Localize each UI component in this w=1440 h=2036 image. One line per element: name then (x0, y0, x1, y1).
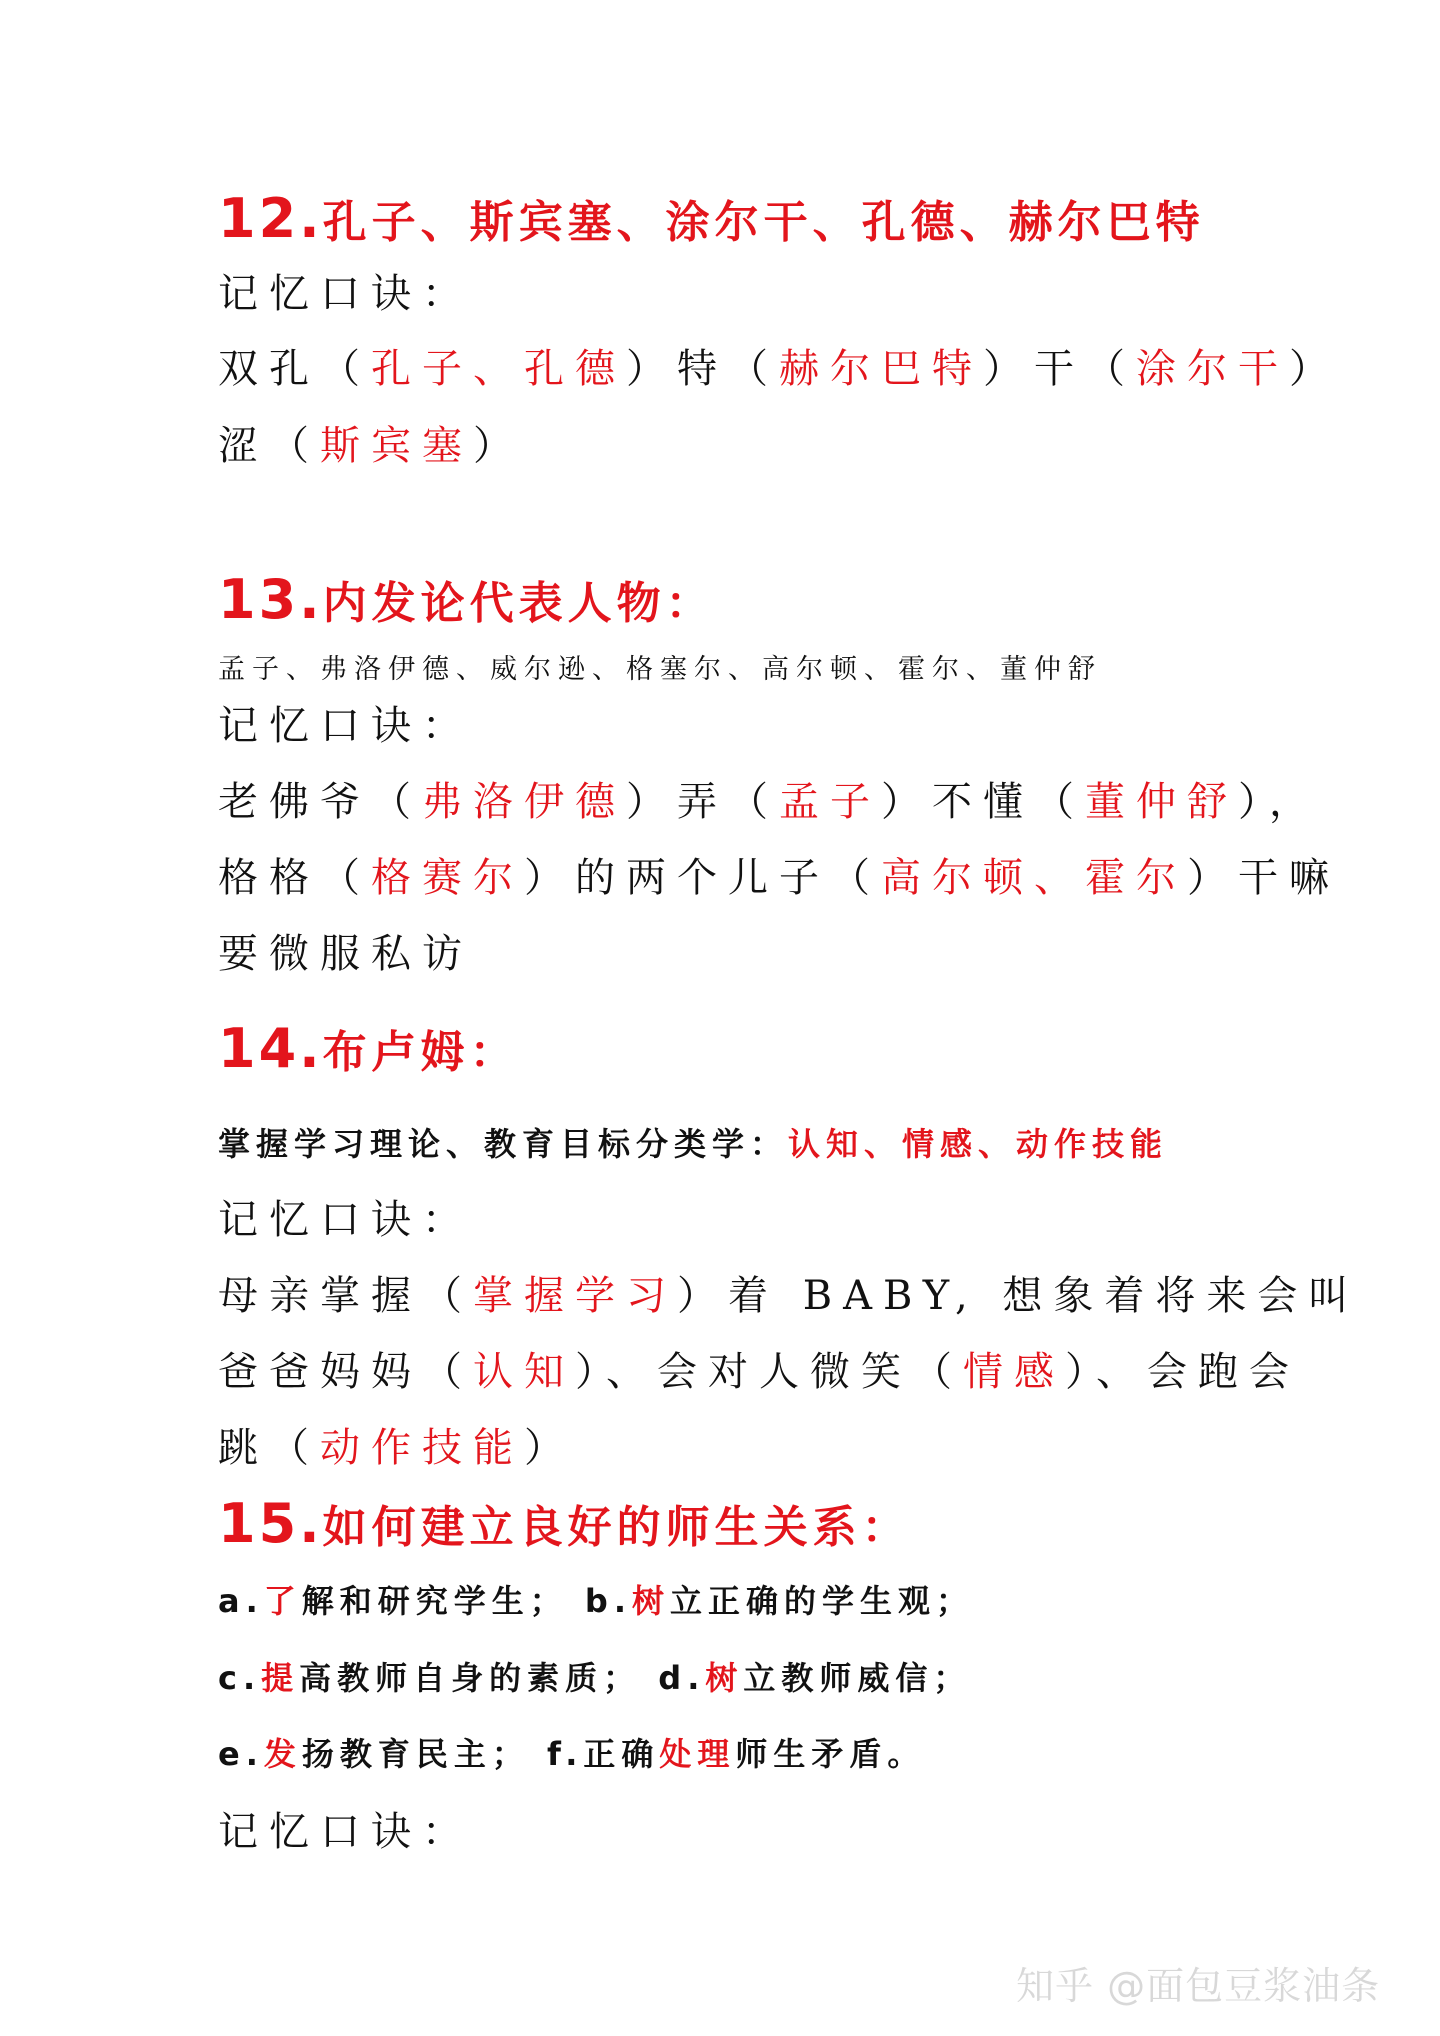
section-13-mnemonic-line-3 (218, 922, 473, 979)
highlight-text: 孔子、孔德 (371, 346, 626, 392)
body-text: ）着 (677, 1273, 803, 1319)
body-text: 掌握学习理论、教育目标分类学： (218, 1125, 789, 1163)
body-text: BABY, (802, 1273, 979, 1319)
body-text: 双孔（ (218, 346, 371, 392)
section-12-mnemonic-line-2 (218, 414, 524, 471)
section-14-mnemonic-line-1 (218, 1264, 1359, 1321)
body-text: ）、会对人微笑（ (575, 1349, 963, 1395)
section-12-mnemonic-line-1 (218, 337, 1340, 394)
highlight-text: 斯宾塞 (320, 423, 473, 469)
section-13-heading (218, 567, 715, 631)
highlight-text: 提 (261, 1659, 300, 1697)
body-text: 爸爸妈妈（ (218, 1349, 473, 1395)
body-text: ） (524, 1425, 575, 1471)
body-text: 立教师威信； (743, 1659, 972, 1697)
highlight-text: 情感 (963, 1349, 1065, 1395)
body-text: ）， (1238, 779, 1320, 825)
section-14-mnemonic-line-3 (218, 1416, 575, 1473)
section-14-mnemonic-label: 记忆口诀： (218, 1197, 473, 1243)
section-13-mnemonic-line-2 (218, 846, 1340, 903)
section-13-mnemonic-label: 记忆口诀： (218, 703, 473, 749)
highlight-text: 了 (263, 1582, 302, 1620)
section-15-item-line-2 (218, 1653, 971, 1699)
highlight-text: 高尔顿、霍尔 (881, 855, 1187, 901)
body-text: ） (473, 423, 524, 469)
body-text: a. (218, 1582, 264, 1620)
body-text: 师生矛盾。 (735, 1735, 926, 1773)
section-14-number: 14. (218, 1017, 323, 1080)
section-14-theory (218, 1119, 1168, 1165)
body-text: ）干（ (983, 346, 1136, 392)
section-15-number: 15. (218, 1492, 323, 1555)
section-13-title: 内发论代表人物： (322, 578, 715, 629)
body-text: 解和研究学生； b. (301, 1582, 632, 1620)
section-12-title: 孔子、斯宾塞、涂尔干、孔德、赫尔巴特 (322, 197, 1205, 248)
body-text: e. (218, 1735, 264, 1773)
section-12-mnemonic-label: 记忆口诀： (218, 271, 473, 317)
section-15-item-line-1 (218, 1576, 974, 1622)
highlight-text: 认知 (473, 1349, 575, 1395)
highlight-text: 弗洛伊德 (422, 779, 626, 825)
body-text: ）特（ (626, 346, 779, 392)
section-14-title: 布卢姆： (322, 1027, 519, 1078)
body-text: 母亲掌握（ (218, 1273, 473, 1319)
highlight-text: 处理 (659, 1735, 736, 1773)
body-text: 跳（ (218, 1425, 320, 1471)
section-15-item-line-3 (218, 1729, 925, 1775)
section-13-people: 孟子、弗洛伊德、威尔逊、格塞尔、高尔顿、霍尔、董仲舒 (218, 654, 1102, 685)
body-text: ） (1289, 346, 1340, 392)
highlight-text: 赫尔巴特 (779, 346, 983, 392)
body-text: 扬教育民主； f.正确 (301, 1735, 660, 1773)
section-15-title: 如何建立良好的师生关系： (322, 1502, 911, 1553)
highlight-text: 认知、情感、动作技能 (788, 1125, 1169, 1163)
section-12-number: 12. (218, 187, 323, 250)
zhihu-watermark: 知乎 @面包豆浆油条 (1016, 1964, 1381, 2008)
highlight-text: 孟子 (779, 779, 881, 825)
body-text: ）干嘛 (1187, 855, 1340, 901)
highlight-text: 格赛尔 (371, 855, 524, 901)
body-text: ）弄（ (626, 779, 779, 825)
body-text: c. (218, 1659, 262, 1697)
highlight-text: 发 (263, 1735, 302, 1773)
section-13-mnemonic-line-1 (218, 770, 1320, 827)
body-text: ）不懂（ (881, 779, 1085, 825)
body-text: ）、会跑会 (1065, 1349, 1300, 1395)
body-text: 老佛爷（ (218, 779, 422, 825)
section-12-heading (218, 186, 1205, 250)
body-text: 涩（ (218, 423, 320, 469)
body-text: ）的两个儿子（ (524, 855, 881, 901)
highlight-text: 树 (631, 1582, 670, 1620)
body-text: 高教师自身的素质； d. (299, 1659, 706, 1697)
body-text: 立正确的学生观； (670, 1582, 975, 1620)
highlight-text: 涂尔干 (1136, 346, 1289, 392)
body-text: 想象着将来会叫 (978, 1273, 1360, 1319)
section-14-heading (218, 1016, 519, 1080)
section-14-mnemonic-line-2 (218, 1340, 1300, 1397)
highlight-text: 掌握学习 (473, 1273, 677, 1319)
body-text: 要微服私访 (218, 931, 473, 977)
highlight-text: 树 (705, 1659, 744, 1697)
highlight-text: 动作技能 (320, 1425, 524, 1471)
section-15-mnemonic-label: 记忆口诀： (218, 1809, 473, 1855)
section-15-heading (218, 1491, 911, 1555)
body-text: 格格（ (218, 855, 371, 901)
highlight-text: 董仲舒 (1085, 779, 1238, 825)
section-13-number: 13. (218, 568, 323, 631)
